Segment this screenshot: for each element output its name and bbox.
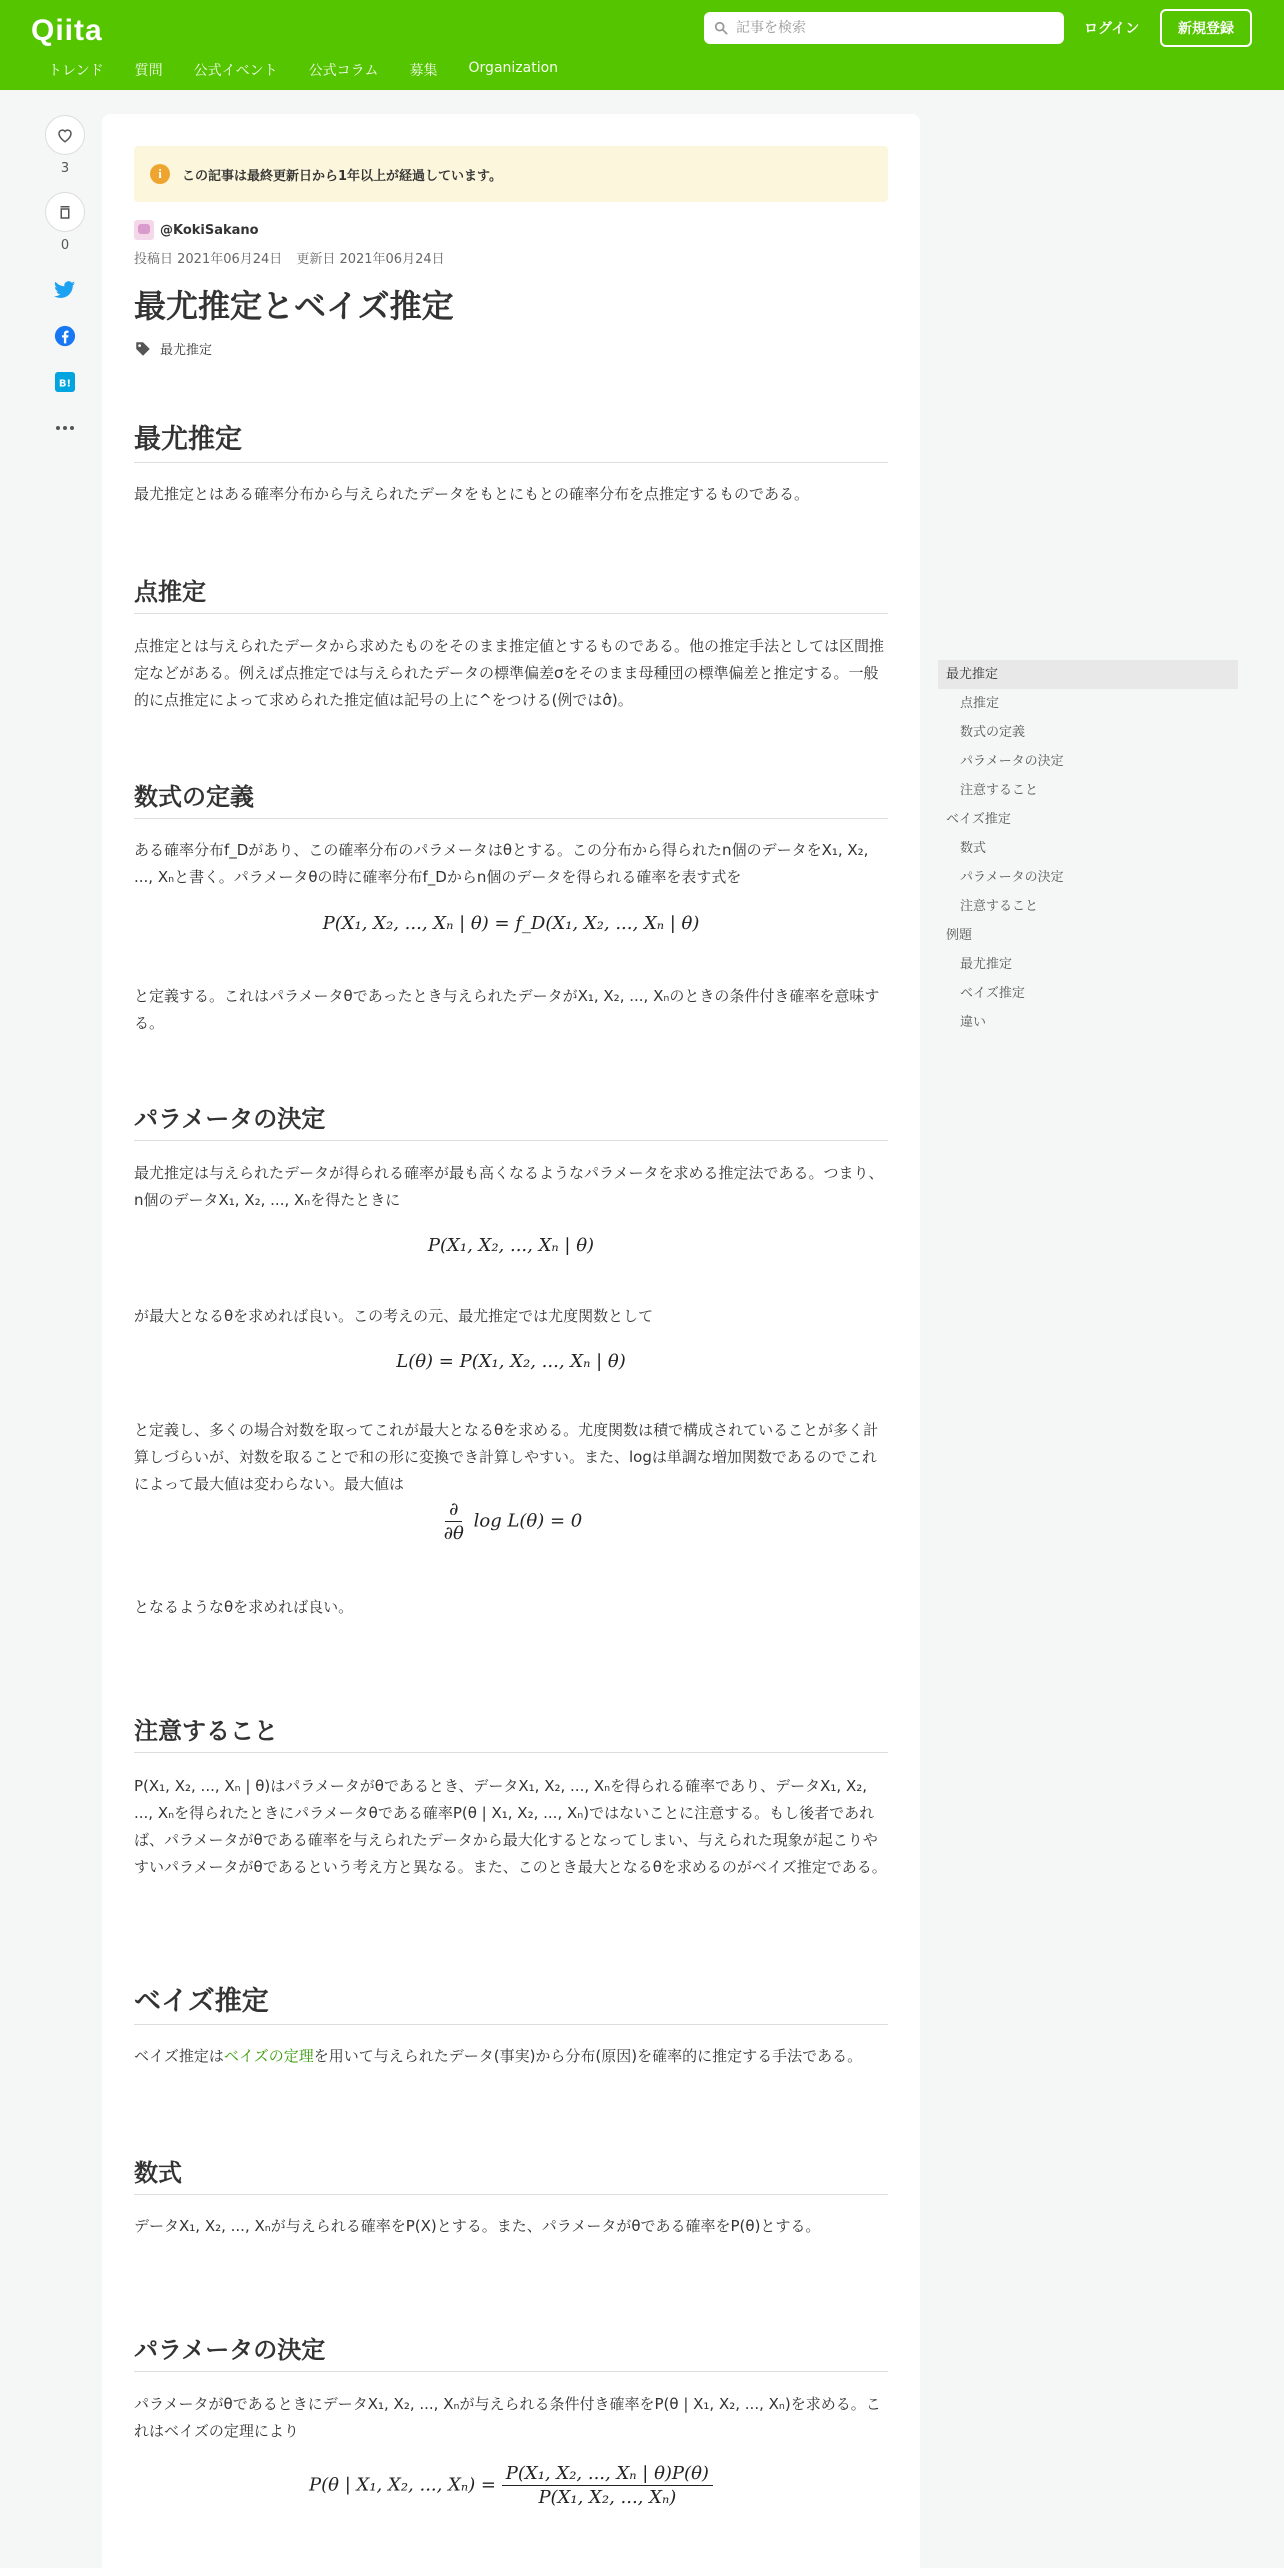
paragraph: データX₁, X₂, ..., Xₙが与えられる確率をP(X)とする。また、パラメータがθである確率をP(θ)とする。 (134, 2217, 821, 2235)
paragraph: パラメータがθであるときにデータX₁, X₂, ..., Xₙが与えられる条件付き確率をP(θ | X₁, X₂, ..., Xₙ)を求める。これはベイズの定理により (134, 2395, 881, 2440)
heading-formula-definition: 数式の定義 (134, 777, 888, 819)
fraction (502, 2463, 713, 2508)
bayes-theorem-link[interactable]: ベイズの定理 (223, 2047, 314, 2065)
facebook-icon (54, 325, 76, 347)
heading-parameter-decision-bayes: パラメータの決定 (134, 2330, 888, 2372)
posted-date: 投稿日 2021年06月24日 (134, 252, 283, 267)
equation: L(θ) = P(X₁, X₂, ..., Xₙ | θ) (396, 1351, 626, 1372)
search-icon (714, 21, 728, 35)
fraction (440, 1499, 468, 1544)
login-link[interactable]: ログイン (1084, 21, 1140, 37)
hatena-bookmark-icon (55, 372, 75, 392)
equation (134, 2463, 888, 2508)
fraction-denominator: ∂θ (443, 1523, 464, 1544)
hatena-share[interactable] (54, 371, 76, 393)
nav-item-questions[interactable]: 質問 (134, 63, 163, 79)
article-actions (44, 115, 86, 453)
paragraph: が最大となるθを求めれば良い。この考えの元、最尤推定では尤度関数として (134, 1307, 654, 1325)
paragraph (134, 2043, 888, 2070)
global-header (0, 0, 1284, 90)
paragraph: と定義し、多くの場合対数を取ってこれが最大となるθを求める。尤度関数は積で構成されていることが多く計算しづらいが、対数を取ることで和の形に変換でき計算しやすい。また、logは単調な増加関数であるのでこれによって最大値は変わらない。最大値は (134, 1421, 879, 1493)
author-name[interactable]: @KokiSakano (160, 222, 259, 238)
stock-count: 0 (60, 238, 70, 253)
article-card (102, 114, 920, 2568)
like-button[interactable] (45, 115, 85, 155)
twitter-share[interactable] (54, 279, 76, 301)
facebook-share[interactable] (54, 325, 76, 347)
stock-button[interactable] (45, 192, 85, 232)
tag-icon (134, 340, 152, 358)
paragraph: となるようなθを求めれば良い。 (134, 1598, 354, 1616)
nav-item-columns[interactable]: 公式コラム (308, 63, 379, 79)
equation-lhs: P(θ | X₁, X₂, ..., Xₙ) = (309, 2474, 497, 2496)
paragraph: ある確率分布f_Dがあり、この確率分布のパラメータはθとする。この分布から得られたn個のデータをX₁, X₂, ..., Xₙと書く。パラメータθの時に確率分布f_Dからn個のデータを得られる確率を表す式を (134, 841, 869, 886)
nav-item-organization[interactable]: Organization (468, 60, 559, 76)
toc-item[interactable]: 違い (960, 1015, 987, 1030)
paragraph: 最尤推定とはある確率分布から与えられたデータをもとにもとの確率分布を点推定するものである。 (134, 485, 810, 503)
fraction-numerator: P(X₁, X₂, ..., Xₙ | θ)P(θ) (502, 2463, 713, 2486)
updated-date: 更新日 2021年06月24日 (296, 252, 445, 267)
fraction-denominator: P(X₁, X₂, ..., Xₙ) (538, 2487, 677, 2508)
toc-item[interactable]: ベイズ推定 (946, 812, 1011, 827)
stock-icon (56, 203, 74, 221)
qiita-logo[interactable]: Qiita (31, 14, 103, 47)
svg-text:B!: B! (58, 378, 72, 390)
paragraph-text: を用いて与えられたデータ(事実)から分布(原因)を確率的に推定する手法である。 (313, 2047, 863, 2065)
search-box[interactable] (704, 12, 1064, 44)
toc-item[interactable]: 数式 (960, 841, 987, 856)
toc-item[interactable]: パラメータの決定 (960, 754, 1064, 769)
heading-caution: 注意すること (134, 1711, 888, 1753)
author-info (134, 220, 888, 240)
table-of-contents (938, 660, 1238, 1037)
toc-item[interactable]: 例題 (946, 928, 973, 943)
tag-list (134, 339, 888, 358)
more-horizontal-icon (55, 425, 75, 431)
equation-rest: log L(θ) = 0 (473, 1510, 583, 1532)
paragraph-text: ベイズ推定は (134, 2047, 224, 2065)
toc-item[interactable]: パラメータの決定 (960, 870, 1064, 885)
paragraph: P(X₁, X₂, ..., Xₙ | θ)はパラメータがθであるとき、データX₁, X₂, ..., Xₙを得られる確率であり、データX₁, X₂, ..., Xₙを得られたときにパラメータθである確率P(θ | X₁, X₂, ..., Xₙ)ではないことに注意する。もし後者であれば、パラメータがθである確率を与えられたデータから最大化するとなってしまい、与えられた現象が起こりやすいパラメータがθであるという考え方と異なる。また、このとき最大となるθを求めるのがベイズ推定である。 (134, 1777, 887, 1876)
outdated-notice (134, 146, 888, 202)
outdated-notice-text: この記事は最終更新日から1年以上が経過しています。 (182, 168, 503, 184)
global-nav (48, 60, 589, 80)
heart-icon (56, 126, 74, 144)
paragraph: と定義する。これはパラメータθであったとき与えられたデータがX₁, X₂, ..., Xₙのときの条件付き確率を意味する。 (134, 987, 880, 1032)
twitter-icon (54, 280, 76, 300)
toc-item[interactable]: 数式の定義 (960, 725, 1026, 740)
signup-button[interactable]: 新規登録 (1160, 9, 1252, 47)
nav-item-trend[interactable]: トレンド (48, 63, 104, 79)
toc-item[interactable]: 注意すること (960, 783, 1039, 798)
toc-item[interactable]: 点推定 (960, 696, 1000, 711)
equation: P(X₁, X₂, ..., Xₙ | θ) (427, 1235, 595, 1256)
info-icon: i (150, 164, 170, 184)
toc-item[interactable]: ベイズ推定 (960, 986, 1025, 1001)
paragraph: 点推定とは与えられたデータから求めたものをそのまま推定値とするものである。他の推定手法としては区間推定などがある。例えば点推定では与えられたデータの標準偏差σをそのまま母種団の標準偏差と推定する。一般的に点推定によって求められた推定値は記号の上に^をつける(例ではσ̂)。 (134, 637, 885, 709)
more-button[interactable] (54, 417, 76, 439)
heading-bayes: ベイズ推定 (134, 1979, 888, 2025)
search-input[interactable] (736, 20, 1036, 36)
equation: P(X₁, X₂, ..., Xₙ | θ) = f_D(X₁, X₂, ..., Xₙ | θ) (322, 913, 700, 934)
toc-item[interactable]: 注意すること (960, 899, 1039, 914)
nav-item-events[interactable]: 公式イベント (193, 63, 278, 79)
equation (134, 1499, 888, 1544)
fraction-numerator: ∂ (445, 1499, 462, 1522)
paragraph: 最尤推定は与えられたデータが得られる確率が最も高くなるようなパラメータを求める推定法である。つまり、n個のデータX₁, X₂, ..., Xₙを得たときに (134, 1164, 884, 1209)
article-title: 最尤推定とベイズ推定 (134, 287, 454, 325)
toc-item[interactable]: 最尤推定 (960, 957, 1013, 972)
toc-item[interactable]: 最尤推定 (938, 660, 1238, 689)
avatar[interactable] (134, 220, 154, 240)
heading-parameter-decision: パラメータの決定 (134, 1099, 888, 1141)
heading-formula: 数式 (134, 2153, 888, 2195)
tag-item[interactable]: 最尤推定 (160, 343, 213, 358)
nav-item-recruit[interactable]: 募集 (409, 63, 438, 79)
heading-point-estimation: 点推定 (134, 572, 888, 614)
like-count: 3 (60, 161, 70, 176)
article-dates (134, 248, 888, 267)
heading-mle: 最尤推定 (134, 417, 888, 463)
